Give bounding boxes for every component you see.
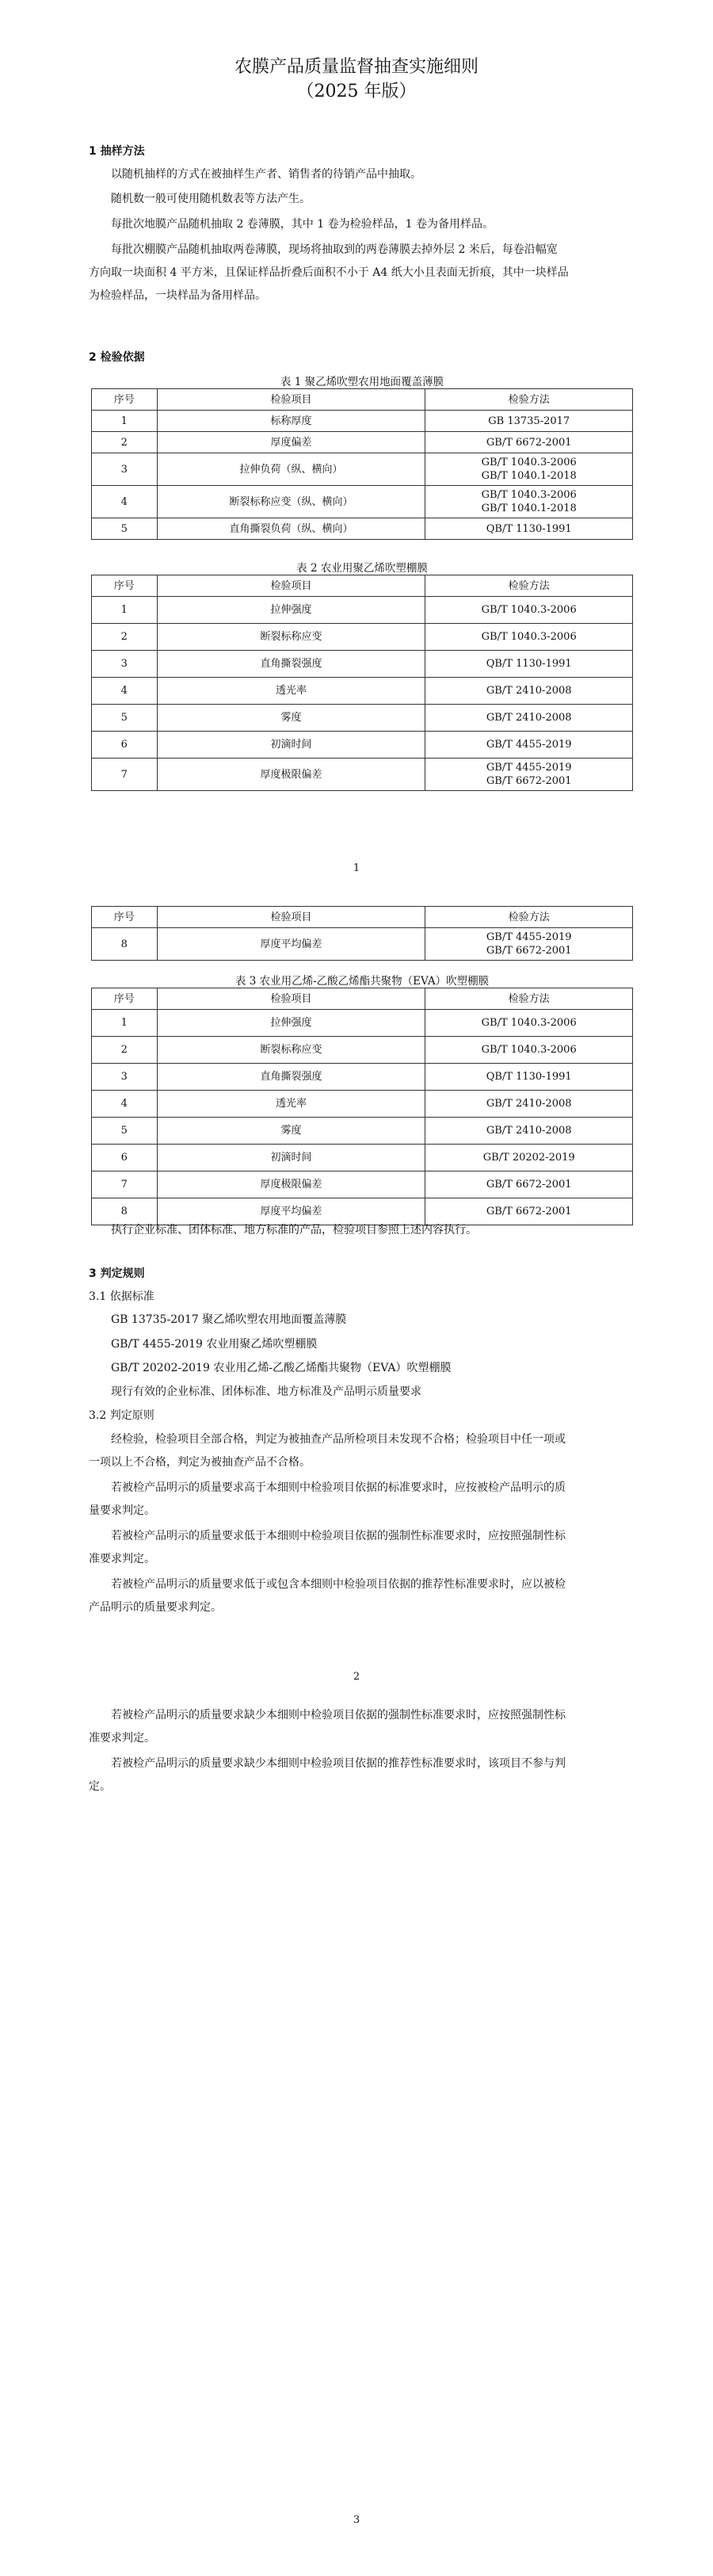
row-item: 断裂标称应变 bbox=[157, 1037, 425, 1064]
row-item: 直角撕裂强度 bbox=[157, 1064, 425, 1091]
s1-para-4-line-2: 方向取一块面积 4 平方米，且保证样品折叠后面积不小于 A4 纸大小且表面无折痕，其中一块样品 bbox=[89, 266, 569, 279]
table-row bbox=[92, 1145, 633, 1171]
row-item: 雾度 bbox=[157, 1118, 425, 1145]
table-1 bbox=[91, 388, 633, 540]
row-no: 1 bbox=[92, 411, 158, 432]
s1-para-4-line-3: 为检验样品，一块样品为备用样品。 bbox=[89, 289, 266, 302]
row-item: 拉伸强度 bbox=[157, 597, 425, 624]
col-header-method: 检验方法 bbox=[425, 907, 633, 928]
row-no: 8 bbox=[92, 1198, 158, 1225]
row-no: 2 bbox=[92, 432, 158, 453]
row-no: 2 bbox=[92, 1037, 158, 1064]
row-no: 3 bbox=[92, 651, 158, 678]
rule-5-line-1: 若被检产品明示的质量要求缺少本细则中检验项目依据的强制性标准要求时，应按照强制性标 bbox=[111, 1709, 566, 1722]
table-row bbox=[92, 1091, 633, 1118]
col-header-item: 检验项目 bbox=[157, 907, 425, 928]
row-no: 5 bbox=[92, 705, 158, 732]
table-3 bbox=[91, 988, 633, 1225]
table-row bbox=[92, 1171, 633, 1198]
col-header-no: 序号 bbox=[92, 988, 158, 1010]
row-method: GB 13735-2017 bbox=[425, 411, 633, 432]
table-row bbox=[92, 486, 633, 518]
row-no: 4 bbox=[92, 678, 158, 705]
section-1-heading: 1 抽样方法 bbox=[89, 145, 145, 158]
table-row bbox=[92, 732, 633, 759]
row-method: GB/T 4455-2019 bbox=[425, 732, 633, 759]
section-2-heading: 2 检验依据 bbox=[89, 351, 145, 364]
standard-1: GB 13735-2017 聚乙烯吹塑农用地面覆盖薄膜 bbox=[111, 1313, 347, 1326]
row-no: 7 bbox=[92, 1171, 158, 1198]
row-no: 6 bbox=[92, 732, 158, 759]
row-no: 4 bbox=[92, 1091, 158, 1118]
row-method: GB/T 2410-2008 bbox=[425, 678, 633, 705]
row-item: 断裂标称应变（纵、横向） bbox=[157, 486, 425, 518]
method-line-1: GB/T 4455-2019 bbox=[486, 762, 572, 774]
row-item: 厚度极限偏差 bbox=[157, 759, 425, 791]
method-line-1: GB/T 1040.3-2006 bbox=[481, 489, 577, 501]
row-item: 拉伸强度 bbox=[157, 1010, 425, 1037]
row-method: GB/T 6672-2001 bbox=[425, 1171, 633, 1198]
table-row bbox=[92, 705, 633, 732]
col-header-no: 序号 bbox=[92, 907, 158, 928]
standard-2: GB/T 4455-2019 农业用聚乙烯吹塑棚膜 bbox=[111, 1338, 318, 1351]
row-item: 透光率 bbox=[157, 1091, 425, 1118]
rule-3-line-1: 若被检产品明示的质量要求低于本细则中检验项目依据的强制性标准要求时，应按照强制性标 bbox=[111, 1530, 566, 1542]
s2-note: 执行企业标准、团体标准、地方标准的产品，检验项目参照上述内容执行。 bbox=[111, 1224, 477, 1236]
table-2-continued bbox=[91, 906, 633, 961]
s1-para-1: 以随机抽样的方式在被抽样生产者、销售者的待销产品中抽取。 bbox=[111, 168, 421, 181]
row-item: 拉伸负荷（纵、横向） bbox=[157, 453, 425, 486]
rule-3-line-2: 准要求判定。 bbox=[89, 1553, 155, 1565]
section-3-heading: 3 判定规则 bbox=[89, 1267, 145, 1280]
table-row bbox=[92, 651, 633, 678]
row-method bbox=[425, 453, 633, 486]
col-header-method: 检验方法 bbox=[425, 575, 633, 597]
row-method bbox=[425, 759, 633, 791]
row-method: GB/T 1040.3-2006 bbox=[425, 1010, 633, 1037]
row-method: GB/T 2410-2008 bbox=[425, 1118, 633, 1145]
row-method bbox=[425, 486, 633, 518]
table-row bbox=[92, 624, 633, 651]
row-no: 6 bbox=[92, 1145, 158, 1171]
row-no: 5 bbox=[92, 1118, 158, 1145]
row-method bbox=[425, 928, 633, 961]
table-row bbox=[92, 759, 633, 791]
s1-para-3: 每批次地膜产品随机抽取 2 卷薄膜，其中 1 卷为检验样品，1 卷为备用样品。 bbox=[111, 218, 494, 231]
row-method: GB/T 1040.3-2006 bbox=[425, 624, 633, 651]
table-2-caption: 表 2 农业用聚乙烯吹塑棚膜 bbox=[296, 562, 428, 575]
method-line-2: GB/T 6672-2001 bbox=[486, 775, 572, 787]
col-header-no: 序号 bbox=[92, 575, 158, 597]
table-1-caption: 表 1 聚乙烯吹塑农用地面覆盖薄膜 bbox=[280, 376, 444, 388]
doc-subtitle: （2025 年版） bbox=[296, 82, 417, 101]
table-row bbox=[92, 1118, 633, 1145]
row-item: 厚度平均偏差 bbox=[157, 928, 425, 961]
row-method: QB/T 1130-1991 bbox=[425, 1064, 633, 1091]
subsection-3-1-heading: 3.1 依据标准 bbox=[89, 1290, 154, 1303]
s1-para-4-line-1: 每批次棚膜产品随机抽取两卷薄膜，现场将抽取到的两卷薄膜去掉外层 2 米后，每卷沿幅宽 bbox=[111, 243, 558, 256]
row-item: 厚度平均偏差 bbox=[157, 1198, 425, 1225]
col-header-method: 检验方法 bbox=[425, 389, 633, 411]
table-row bbox=[92, 453, 633, 486]
row-method: GB/T 6672-2001 bbox=[425, 432, 633, 453]
table-2 bbox=[91, 575, 633, 791]
row-item: 标称厚度 bbox=[157, 411, 425, 432]
row-item: 初滴时间 bbox=[157, 1145, 425, 1171]
rule-2-line-1: 若被检产品明示的质量要求高于本细则中检验项目依据的标准要求时，应按被检产品明示的质 bbox=[111, 1481, 566, 1494]
row-item: 直角撕裂强度 bbox=[157, 651, 425, 678]
row-method: GB/T 1040.3-2006 bbox=[425, 1037, 633, 1064]
row-item: 雾度 bbox=[157, 705, 425, 732]
row-item: 断裂标称应变 bbox=[157, 624, 425, 651]
rule-1-line-1: 经检验，检验项目全部合格，判定为被抽查产品所检项目未发现不合格；检验项目中任一项或 bbox=[111, 1433, 566, 1446]
row-no: 1 bbox=[92, 1010, 158, 1037]
col-header-item: 检验项目 bbox=[157, 389, 425, 411]
s1-para-2: 随机数一般可使用随机数表等方法产生。 bbox=[111, 193, 311, 205]
row-method: GB/T 20202-2019 bbox=[425, 1145, 633, 1171]
row-no: 1 bbox=[92, 597, 158, 624]
row-method: QB/T 1130-1991 bbox=[425, 518, 633, 540]
page-number: 2 bbox=[353, 1671, 360, 1683]
doc-title: 农膜产品质量监督抽查实施细则 bbox=[234, 57, 479, 77]
method-line-1: GB/T 4455-2019 bbox=[486, 931, 572, 943]
row-no: 7 bbox=[92, 759, 158, 791]
col-header-item: 检验项目 bbox=[157, 988, 425, 1010]
rule-6-line-2: 定。 bbox=[89, 1780, 111, 1793]
row-method: GB/T 2410-2008 bbox=[425, 705, 633, 732]
table-row bbox=[92, 1010, 633, 1037]
row-method: GB/T 1040.3-2006 bbox=[425, 597, 633, 624]
page-number: 1 bbox=[353, 862, 360, 874]
table-header-row bbox=[92, 988, 633, 1010]
row-method: QB/T 1130-1991 bbox=[425, 651, 633, 678]
row-no: 2 bbox=[92, 624, 158, 651]
standard-4: 现行有效的企业标准、团体标准、地方标准及产品明示质量要求 bbox=[111, 1385, 421, 1398]
row-method: GB/T 6672-2001 bbox=[425, 1198, 633, 1225]
table-header-row bbox=[92, 389, 633, 411]
row-item: 直角撕裂负荷（纵、横向） bbox=[157, 518, 425, 540]
row-no: 3 bbox=[92, 1064, 158, 1091]
row-item: 透光率 bbox=[157, 678, 425, 705]
table-row bbox=[92, 1037, 633, 1064]
row-no: 5 bbox=[92, 518, 158, 540]
method-line-1: GB/T 1040.3-2006 bbox=[481, 457, 577, 468]
standard-3: GB/T 20202-2019 农业用乙烯-乙酸乙烯酯共聚物（EVA）吹塑棚膜 bbox=[111, 1362, 452, 1374]
row-method: GB/T 2410-2008 bbox=[425, 1091, 633, 1118]
row-no: 3 bbox=[92, 453, 158, 486]
rule-4-line-1: 若被检产品明示的质量要求低于或包含本细则中检验项目依据的推荐性标准要求时，应以被检 bbox=[111, 1578, 566, 1591]
rule-2-line-2: 量要求判定。 bbox=[89, 1504, 155, 1517]
col-header-no: 序号 bbox=[92, 389, 158, 411]
table-row bbox=[92, 432, 633, 453]
method-line-2: GB/T 6672-2001 bbox=[486, 945, 572, 957]
rule-5-line-2: 准要求判定。 bbox=[89, 1732, 155, 1745]
table-header-row bbox=[92, 575, 633, 597]
table-header-row bbox=[92, 907, 633, 928]
table-row bbox=[92, 678, 633, 705]
row-no: 4 bbox=[92, 486, 158, 518]
table-3-caption: 表 3 农业用乙烯-乙酸乙烯酯共聚物（EVA）吹塑棚膜 bbox=[234, 975, 490, 988]
row-no: 8 bbox=[92, 928, 158, 961]
row-item: 初滴时间 bbox=[157, 732, 425, 759]
subsection-3-2-heading: 3.2 判定原则 bbox=[89, 1409, 154, 1422]
row-item: 厚度极限偏差 bbox=[157, 1171, 425, 1198]
table-row bbox=[92, 411, 633, 432]
table-row bbox=[92, 518, 633, 540]
rule-6-line-1: 若被检产品明示的质量要求缺少本细则中检验项目依据的推荐性标准要求时，该项目不参与判 bbox=[111, 1757, 566, 1770]
method-line-2: GB/T 1040.1-2018 bbox=[481, 470, 577, 482]
page-number: 3 bbox=[353, 2514, 360, 2526]
table-row bbox=[92, 928, 633, 961]
rule-4-line-2: 产品明示的质量要求判定。 bbox=[89, 1601, 222, 1614]
table-row bbox=[92, 1064, 633, 1091]
row-item: 厚度偏差 bbox=[157, 432, 425, 453]
table-row bbox=[92, 597, 633, 624]
col-header-item: 检验项目 bbox=[157, 575, 425, 597]
rule-1-line-2: 一项以上不合格，判定为被抽查产品不合格。 bbox=[89, 1456, 311, 1469]
col-header-method: 检验方法 bbox=[425, 988, 633, 1010]
method-line-2: GB/T 1040.1-2018 bbox=[481, 503, 577, 514]
